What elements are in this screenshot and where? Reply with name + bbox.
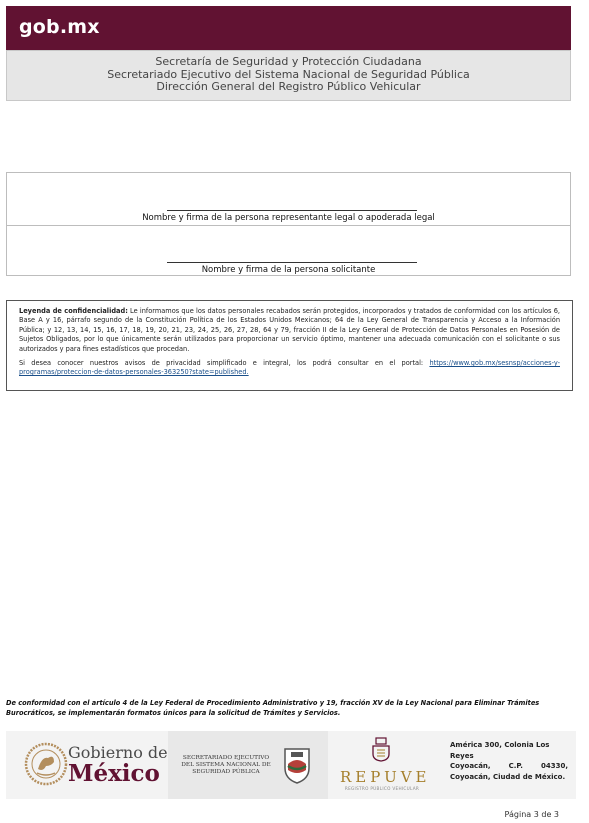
repuve-subtitle: REGISTRO PÚBLICO VEHICULAR <box>344 786 420 791</box>
privacy-paragraph <box>19 359 560 378</box>
signature-label-applicant: Nombre y firma de la persona solicitante <box>201 265 376 275</box>
address-line-3: Coyoacán, Ciudad de México. <box>450 772 566 781</box>
mexico-eagle-seal-icon <box>24 742 68 786</box>
gobierno-de-mexico-logo <box>68 745 168 787</box>
page-number: Página 3 de 3 <box>504 810 559 819</box>
address-line-1: América 300, Colonia Los Reyes <box>450 741 550 760</box>
agency-line-3: Dirección General del Registro Público Vehicular <box>156 80 421 93</box>
agency-line-2: Secretariado Ejecutivo del Sistema Nacional de Seguridad Pública <box>107 67 470 81</box>
privacy-prefix: Si desea conocer nuestros avisos de privacidad simplificado e integral, los podrá consultar en el portal: <box>19 359 430 368</box>
signature-box <box>6 172 571 276</box>
legend-body: Le informamos que los datos personales recabados serán protegidos, incorporados y tratados de conformidad con los artículos 6, Base A y 16, párrafo segundo de la Constitución Política de los Estados Unidos Mexicanos; 64 de la Ley General de Transparencia y Acceso a la Información Pública; y 12, 13, 14, 15, 16, 17, 18, 19, 20, 21, 23, 24, 25, 26, 27, 28, 64 y 79, fracción II de la Ley General de Protección de Datos Personales en Posesión de Sujetos Obligados, por lo que únicamente serán utilizados para proporcionar un servicio óptimo, mantener una adecuada comunicación con el solicitante o sus autorizados y para fines estadísticos que procedan. <box>19 307 560 353</box>
signature-line-legal-rep <box>167 210 417 211</box>
legend-paragraph <box>19 307 560 354</box>
footer-banner <box>6 731 576 799</box>
repuve-emblem-icon <box>370 736 392 762</box>
legal-footnote: De conformidad con el artículo 4 de la Ley Federal de Procedimiento Administrativo y 19, fracción XV de la Ley Nacional para Eliminar Trámites Burocráticos, se implementarán formatos únicos para la solicitud de Trámites y Servicios. <box>6 699 540 717</box>
sesnsp-text: SECRETARIADO EJECUTIVO DEL SISTEMA NACIONAL DE SEGURIDAD PÚBLICA <box>181 755 271 775</box>
address-line-2 <box>450 761 568 772</box>
legend-heading: Leyenda de confidencialidad: <box>19 307 128 315</box>
agency-header <box>6 50 571 101</box>
gob-big-text: México <box>68 760 160 787</box>
agency-line-1: Secretaría de Seguridad y Protección Ciudadana <box>155 55 422 68</box>
signature-line-applicant <box>167 262 417 263</box>
address-line-2-part-a: Coyoacán, <box>450 762 491 770</box>
gob-small-text: Gobierno de <box>68 743 168 762</box>
confidentiality-legend <box>6 300 573 391</box>
header-bar <box>6 6 571 50</box>
sesnsp-logo-area <box>168 731 328 799</box>
address-line-2-part-c: 04330, <box>540 762 568 770</box>
repuve-wordmark: REPUVE <box>340 768 431 786</box>
signature-divider <box>7 225 570 226</box>
signature-label-legal-rep: Nombre y firma de la persona representante legal o apoderada legal <box>142 213 435 223</box>
address-line-2-part-b: C.P. <box>508 762 523 770</box>
address-block <box>450 740 568 782</box>
sesnsp-shield-icon <box>282 746 312 784</box>
gob-mx-logo[interactable]: gob.mx <box>19 16 100 38</box>
privacy-link[interactable]: https://www.gob.mx/sesnsp/acciones-y-programas/proteccion-de-datos-personales-363250?state=published. <box>19 359 560 377</box>
